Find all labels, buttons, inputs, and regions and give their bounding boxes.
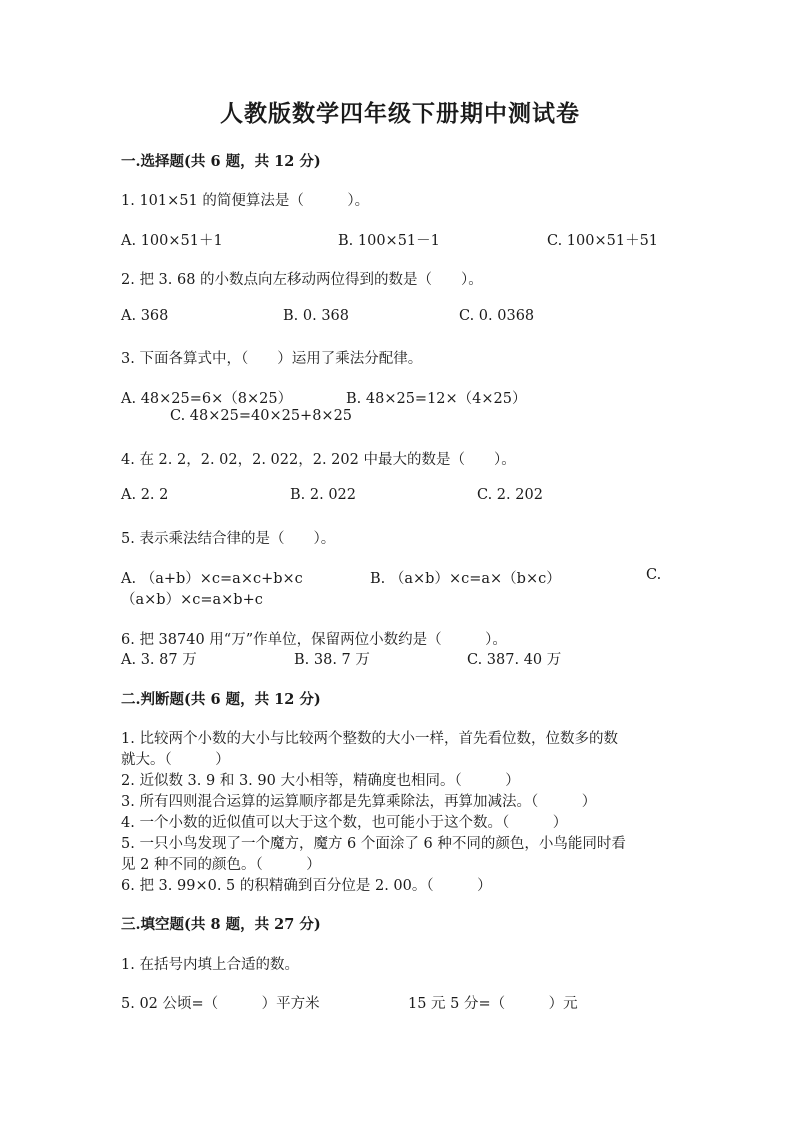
option-1-6-c: C. 387. 40 万 xyxy=(467,652,562,668)
option-1-4-c: C. 2. 202 xyxy=(477,487,543,503)
option-1-1-b: B. 100×51－1 xyxy=(338,233,440,249)
option-1-6-b: B. 38. 7 万 xyxy=(294,652,370,668)
fill-blank-yuan: 15 元 5 分=（ ）元 xyxy=(408,996,578,1012)
question-1-1: 1. 101×51 的简便算法是（ ）。 xyxy=(121,193,370,209)
option-1-4-b: B. 2. 022 xyxy=(290,487,356,503)
question-2-4: 4. 一个小数的近似值可以大于这个数，也可能小于这个数。（ ） xyxy=(121,815,568,831)
question-2-6: 6. 把 3. 99×0. 5 的积精确到百分位是 2. 00。（ ） xyxy=(121,878,492,894)
question-1-5: 5. 表示乘法结合律的是（ ）。 xyxy=(121,531,336,547)
question-2-5: 5. 一只小鸟发现了一个魔方，魔方 6 个面涂了 6 种不同的颜色，小鸟能同时看 xyxy=(121,836,626,852)
option-1-2-a: A. 368 xyxy=(121,308,169,324)
question-1-6: 6. 把 38740 用“万”作单位，保留两位小数约是（ ）。 xyxy=(121,632,507,648)
option-1-1-c: C. 100×51＋51 xyxy=(547,233,659,249)
option-1-5-a: A. （a+b）×c=a×c+b×c xyxy=(121,571,303,587)
question-2-5-cont: 见 2 种不同的颜色。（ ） xyxy=(121,857,321,873)
option-1-5-c: （a×b）×c=a×b+c xyxy=(121,592,263,608)
option-1-4-a: A. 2. 2 xyxy=(121,487,169,503)
question-2-3: 3. 所有四则混合运算的运算顺序都是先算乘除法，再算加减法。（ ） xyxy=(121,794,597,810)
section-heading-choice: 一.选择题(共 6 题，共 12 分) xyxy=(121,153,321,170)
option-1-2-c: C. 0. 0368 xyxy=(459,308,535,324)
option-1-5-c-label: C. xyxy=(646,567,662,583)
question-1-2: 2. 把 3. 68 的小数点向左移动两位得到的数是（ ）。 xyxy=(121,272,483,288)
question-1-3: 3. 下面各算式中，（ ）运用了乘法分配律。 xyxy=(121,351,423,367)
option-1-3-a: A. 48×25=6×（8×25） xyxy=(121,391,293,407)
option-1-3-b: B. 48×25=12×（4×25） xyxy=(346,391,527,407)
option-1-6-a: A. 3. 87 万 xyxy=(121,652,197,668)
question-2-1: 1. 比较两个小数的大小与比较两个整数的大小一样，首先看位数，位数多的数 xyxy=(121,731,618,747)
option-1-3-c: C. 48×25=40×25+8×25 xyxy=(170,408,353,424)
page-title: 人教版数学四年级下册期中测试卷 xyxy=(220,100,580,127)
question-2-2: 2. 近似数 3. 9 和 3. 90 大小相等，精确度也相同。（ ） xyxy=(121,773,520,789)
option-1-2-b: B. 0. 368 xyxy=(283,308,349,324)
section-heading-fill: 三.填空题(共 8 题，共 27 分) xyxy=(121,916,321,933)
option-1-5-b: B. （a×b）×c=a×（b×c） xyxy=(370,571,561,587)
question-3-1: 1. 在括号内填上合适的数。 xyxy=(121,957,299,973)
question-2-1-cont: 就大。（ ） xyxy=(121,752,230,768)
question-1-4: 4. 在 2. 2，2. 02，2. 022，2. 202 中最大的数是（ ）。 xyxy=(121,452,516,468)
option-1-1-a: A. 100×51＋1 xyxy=(121,233,223,249)
section-heading-judgment: 二.判断题(共 6 题，共 12 分) xyxy=(121,691,321,708)
fill-blank-hectare: 5. 02 公顷=（ ）平方米 xyxy=(121,996,320,1012)
